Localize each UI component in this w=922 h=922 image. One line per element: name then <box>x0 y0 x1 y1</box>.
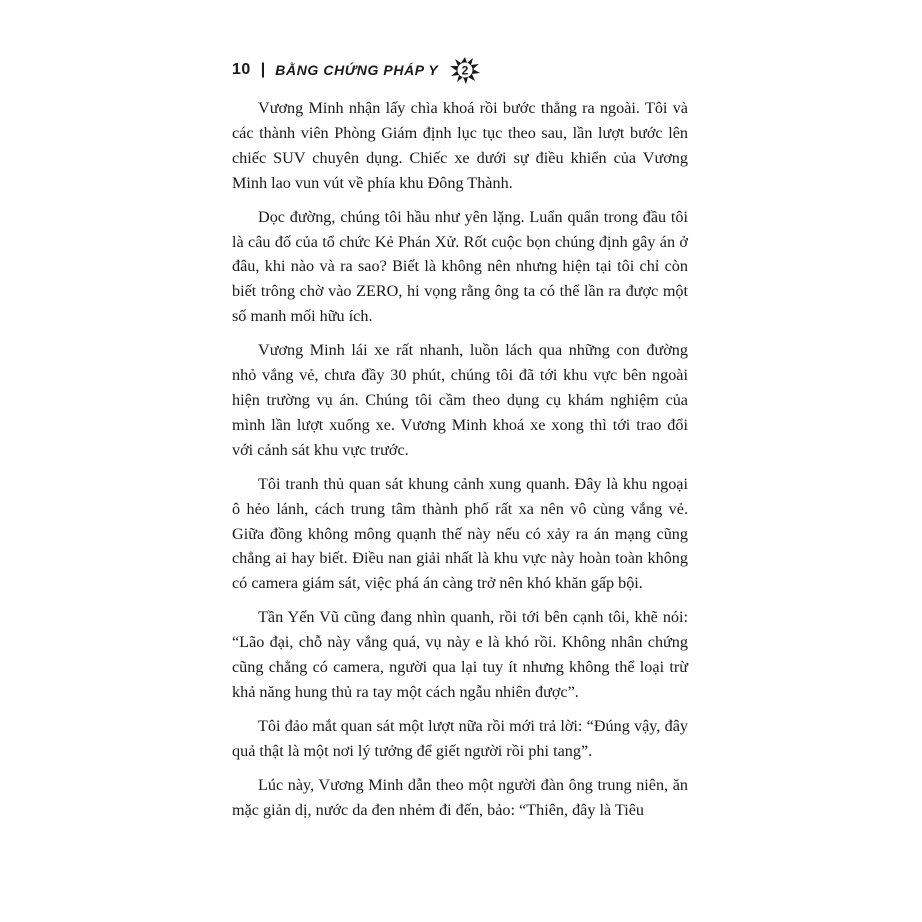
paragraph: Vương Minh lái xe rất nhanh, luồn lách qua những con đường nhỏ vắng vẻ, chưa đầy 30 phút, chúng tôi đã tới khu vực bên ngoài hiện trường vụ án. Chúng tôi cầm theo dụng cụ khám nghiệm của mình lần lượt xuống xe. Vương Minh khoá xe xong thì tới trao đổi với cảnh sát khu vực trước. <box>232 341 688 459</box>
volume-splatter-icon <box>448 55 482 85</box>
running-header <box>232 54 482 86</box>
paragraph: Lúc này, Vương Minh dẫn theo một người đàn ông trung niên, ăn mặc giản dị, nước da đen nhẻm đi đến, bảo: “Thiên, đây là Tiêu <box>232 775 688 819</box>
body-text <box>232 96 688 831</box>
volume-number: 2 <box>462 63 469 78</box>
paragraph: Tôi đảo mắt quan sát một lượt nữa rồi mới trả lời: “Đúng vậy, đây quả thật là một nơi lý tưởng để giết người rồi phi tang”. <box>232 716 688 760</box>
paragraph: Tần Yến Vũ cũng đang nhìn quanh, rồi tới bên cạnh tôi, khẽ nói: “Lão đại, chỗ này vắng quá, vụ này e là khó rồi. Không nhân chứng cũng chẳng có camera, người qua lại tuy ít nhưng không thể loại trừ khả năng hung thủ ra tay một cách ngẫu nhiên được”. <box>232 608 688 701</box>
paragraph: Vương Minh nhận lấy chìa khoá rồi bước thẳng ra ngoài. Tôi và các thành viên Phòng Giám định lục tục theo sau, lần lượt bước lên chiếc SUV chuyên dụng. Chiếc xe dưới sự điều khiển của Vương Minh lao vun vút về phía khu Đông Thành. <box>232 99 688 192</box>
paragraph: Dọc đường, chúng tôi hầu như yên lặng. Luẩn quẩn trong đầu tôi là câu đố của tổ chức Kẻ Phán Xử. Rốt cuộc bọn chúng định gây án ở đâu, khi nào và ra sao? Biết là không nên nhưng hiện tại tôi chỉ còn biết trông chờ vào ZERO, hi vọng rằng ông ta có thể lần ra được một số manh mối hữu ích. <box>232 207 688 326</box>
page-number: 10 <box>232 61 251 78</box>
book-title: BẰNG CHỨNG PHÁP Y <box>275 62 439 78</box>
header-separator: | <box>260 61 266 78</box>
paragraph: Tôi tranh thủ quan sát khung cảnh xung quanh. Đây là khu ngoại ô hẻo lánh, cách trung tâm thành phố rất xa nên vô cùng vắng vẻ. Giữa đồng không mông quạnh thế này nếu có xảy ra án mạng cũng chẳng ai hay biết. Điều nan giải nhất là khu vực này hoàn toàn không có camera giám sát, việc phá án càng trở nên khó khăn gấp bội. <box>232 474 688 593</box>
